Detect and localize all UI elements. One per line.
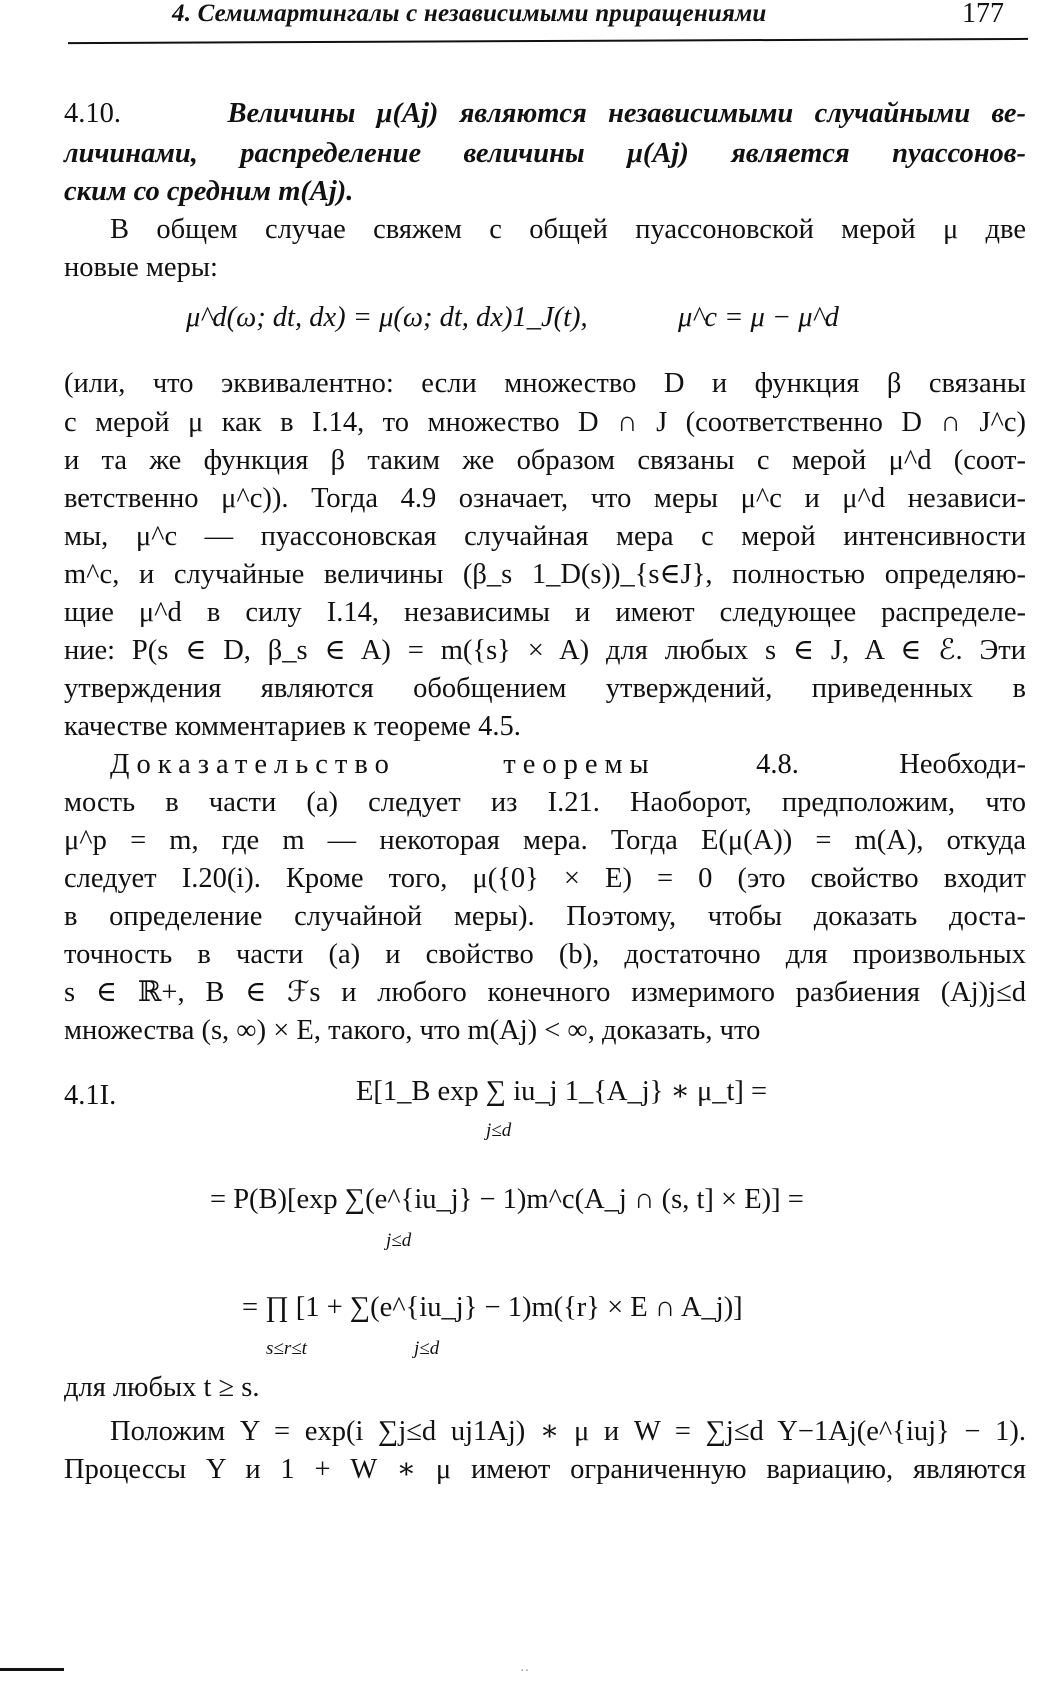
paragraph-2-line-8: ние: P(s ∈ D, β_s ∈ A) = m({s} × A) для любых s ∈ J, A ∈ ℰ. Эти bbox=[64, 635, 1026, 666]
sum-index-1: j≤d bbox=[486, 1120, 512, 1141]
paragraph-3-line-3: μ^p = m, где m — некоторая мера. Тогда E(μ(A)) = m(A), откуда bbox=[64, 825, 1026, 856]
paragraph-2-line-5: мы, μ^c — пуассоновская случайная мера с мерой интенсивности bbox=[64, 521, 1026, 552]
sum-index-2: j≤d bbox=[386, 1230, 412, 1251]
equation-number-4-11: 4.1I. bbox=[64, 1080, 117, 1111]
paragraph-2-line-4: ветственно μ^c)). Тогда 4.9 означает, что меры μ^c и μ^d независи- bbox=[64, 483, 1026, 514]
paragraph-2-line-9: утверждения являются обобщением утверждений, приведенных в bbox=[64, 673, 1026, 704]
paragraph-3-line-6: точность в части (a) и свойство (b), достаточно для произвольных bbox=[64, 939, 1026, 970]
equation-4-11-line-3: = ∏ [1 + ∑(e^{iu_j} − 1)m({r} × E ∩ A_j)] bbox=[242, 1292, 743, 1323]
equation-measure-c: μ^c = μ − μ^d bbox=[678, 302, 839, 333]
paragraph-3-line-2: мость в части (a) следует из I.21. Наоборот, предположим, что bbox=[64, 787, 1026, 818]
statement-4-10-line-3: ским со средним m(Aj). bbox=[64, 176, 354, 207]
statement-4-10-line-1 bbox=[64, 94, 1026, 134]
proof-heading: Доказательство теоремы bbox=[110, 749, 656, 780]
paragraph-3-line-8: множества (s, ∞) × E, такого, что m(Aj) < ∞, доказать, что bbox=[64, 1015, 761, 1046]
paragraph-3-line-4: следует I.20(i). Кроме того, μ({0} × E) = 0 (это свойство входит bbox=[64, 863, 1026, 894]
footer-mark-rule bbox=[0, 1668, 64, 1671]
paragraph-3-line-5: в определение случайной меры). Поэтому, чтобы доказать доста- bbox=[64, 901, 1026, 932]
proof-heading-line bbox=[110, 745, 1026, 785]
statement-text: Величины μ(Aj) являются независимыми случайными ве- bbox=[227, 98, 1027, 129]
paragraph-2-line-2: с мерой μ как в I.14, то множество D ∩ J (соответственно D ∩ J^c) bbox=[64, 407, 1026, 438]
paragraph-2-line-1: (или, что эквивалентно: если множество D и функция β связаны bbox=[64, 368, 1026, 399]
equation-4-11-line-2: = P(B)[exp ∑(e^{iu_j} − 1)m^c(A_j ∩ (s, t] × E)] = bbox=[210, 1184, 804, 1215]
paragraph-2-line-3: и та же функция β таким же образом связаны с мерой μ^d (соот- bbox=[64, 445, 1026, 476]
paragraph-1-line-2: новые меры: bbox=[64, 252, 218, 283]
paragraph-1-line-1: В общем случае свяжем с общей пуассоновской мерой μ две bbox=[110, 214, 1026, 245]
proof-line-1-end: Необходи- bbox=[899, 749, 1027, 780]
paragraph-2-line-7: щие μ^d в силу I.14, независимы и имеют следующее распределе- bbox=[64, 597, 1026, 628]
page-number: 177 bbox=[962, 0, 1004, 29]
paragraph-5-line-1: Положим Y = exp(i ∑j≤d uj1Aj) ∗ μ и W = ∑j≤d Y−1Aj(e^{iuj} − 1). bbox=[110, 1416, 1026, 1447]
statement-4-10-line-2: личинами, распределение величины μ(Aj) является пуассонов- bbox=[64, 138, 1026, 169]
footer-mark: ·· bbox=[520, 1664, 530, 1679]
equation-4-11-line-1: E[1_B exp ∑ iu_j 1_{A_j} ∗ μ_t] = bbox=[356, 1076, 768, 1107]
sum-index-3: j≤d bbox=[414, 1338, 440, 1359]
running-header-title: 4. Семимартингалы с независимыми приращениями bbox=[172, 0, 767, 27]
paragraph-2-line-10: качестве комментариев к теореме 4.5. bbox=[64, 711, 521, 742]
proof-theorem-ref: 4.8. bbox=[756, 749, 799, 780]
statement-number: 4.10. bbox=[64, 98, 121, 129]
paragraph-5-line-2: Процессы Y и 1 + W ∗ μ имеют ограниченную вариацию, являются bbox=[64, 1454, 1026, 1485]
product-index: s≤r≤t bbox=[266, 1338, 307, 1359]
equation-measure-d: μ^d(ω; dt, dx) = μ(ω; dt, dx)1_J(t), bbox=[186, 302, 588, 333]
header-rule bbox=[68, 38, 1028, 44]
paragraph-2-line-6: m^c, и случайные величины (β_s 1_D(s))_{s∈J}, полностью определяю- bbox=[64, 559, 1026, 590]
paragraph-3-line-7: s ∈ ℝ+, B ∈ ℱs и любого конечного измеримого разбиения (Aj)j≤d bbox=[64, 977, 1026, 1008]
paragraph-4-line-1: для любых t ≥ s. bbox=[64, 1372, 260, 1403]
